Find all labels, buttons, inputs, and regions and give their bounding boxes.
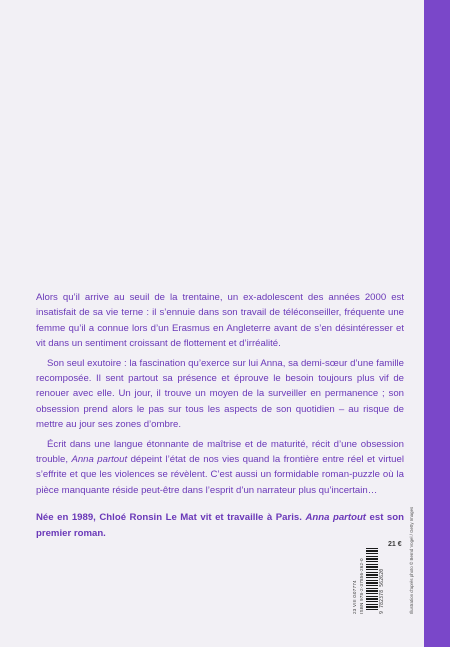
author-bio bbox=[36, 510, 404, 541]
barcode-digits: 9 782378 562620 bbox=[379, 568, 385, 614]
back-cover-blurb bbox=[36, 290, 404, 545]
isbn-barcode bbox=[366, 546, 378, 610]
publishing-info-block bbox=[352, 496, 416, 614]
blurb-paragraph-3-text-a: Écrit dans une langue étonnante de maîtrise et de maturité, récit d’une obsession trouble, bbox=[36, 438, 404, 466]
book-title-mention: Anna partout bbox=[71, 454, 128, 466]
illustration-credit: Illustration d’après photo © Bernd Vogel / Getty Images bbox=[409, 506, 414, 614]
blurb-paragraph-3-text-b: dépeint l’état de nos vies quand la frontière entre réel et virtuel s’effrite et que les violences se révèlent. C’est aussi un formidable roman-puzzle où la pièce manquante réside peut-être dans l’esprit d’un narrateur plus qu’incertain… bbox=[36, 454, 404, 496]
author-bio-text-b: est son premier roman. bbox=[36, 512, 404, 539]
author-bio-text-a: Née en 1989, Chloé Ronsin Le Mat vit et travaille à Paris. bbox=[36, 512, 306, 524]
blurb-paragraph-1: Alors qu’il arrive au seuil de la trentaine, un ex-adolescent des années 2000 est insatisfait de sa vie terne : il s’ennuie dans son travail de téléconseiller, fréquente une femme qu’il a connue lors d’un Erasmus en Angleterre avant de s’en désintéresser et vit dans un sentiment croissant de flottement et d’irréalité. bbox=[36, 292, 404, 350]
blurb-paragraph-2: Son seul exutoire : la fascination qu’exerce sur lui Anna, sa demi-sœur d’une famille recomposée. Il sent partout sa présence et éprouve le besoin toujours plus vif de renouer avec elle. Un jour, il trouve un moyen de la surveiller en permanence ; son obsession prend alors le pas sur tous les aspects de son quotidien – au risque de mettre au jour ses zones d’ombre. bbox=[36, 357, 404, 431]
purple-spine-edge bbox=[424, 0, 450, 647]
price-label: 21 € bbox=[388, 541, 402, 548]
author-bio-title: Anna partout bbox=[305, 512, 367, 524]
blurb-paragraph-3 bbox=[36, 437, 404, 499]
edition-code: 23 VIII G07774 bbox=[352, 580, 357, 614]
isbn-text: ISBN 978-2-37856-262-0 bbox=[359, 558, 364, 614]
